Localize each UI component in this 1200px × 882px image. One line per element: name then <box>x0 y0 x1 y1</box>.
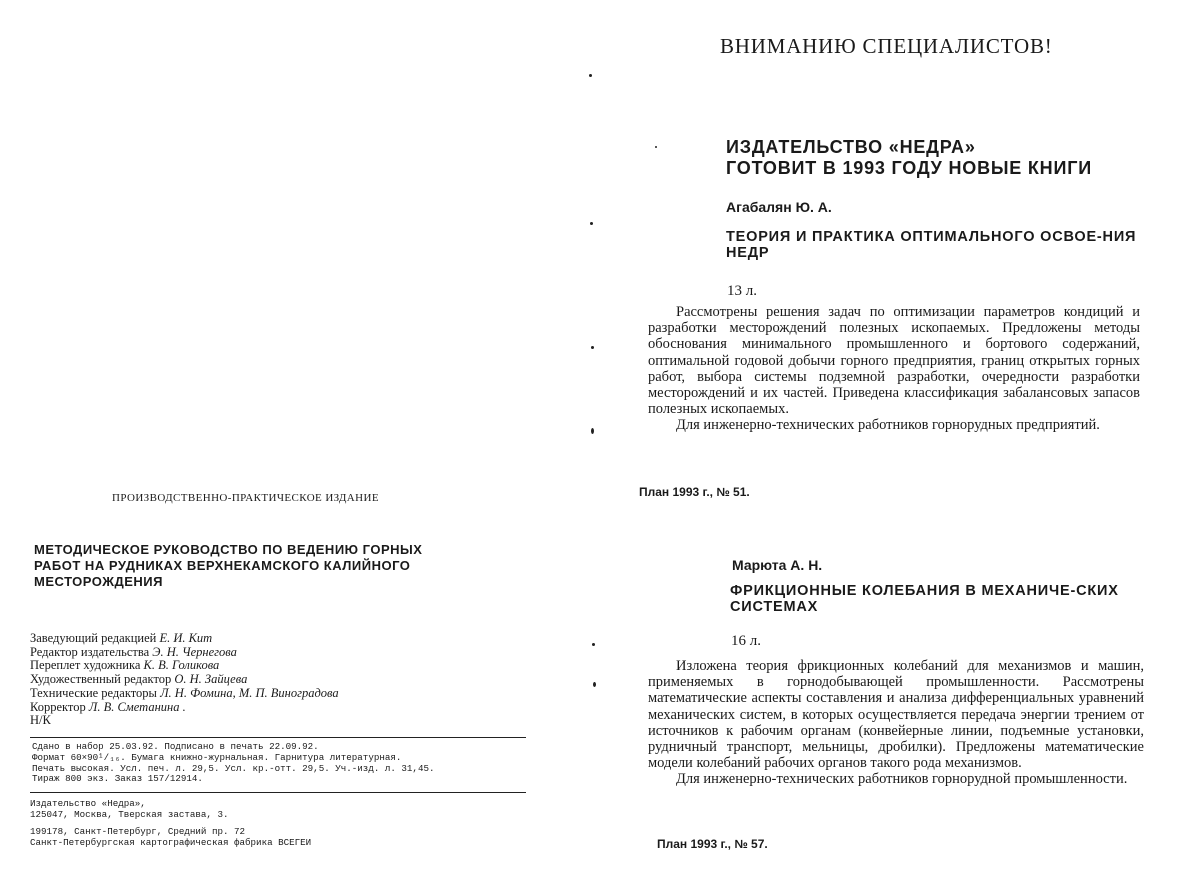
imprint-line: Сдано в набор 25.03.92. Подписано в печать 22.09.92. <box>32 741 319 752</box>
imprint-line: Формат 60×90¹/₁₆. Бумага книжно-журнальная. Гарнитура литературная. <box>32 751 402 763</box>
publisher-line: Издательство «Недра», <box>30 798 146 809</box>
book-pages: 16 л. <box>731 633 761 649</box>
scan-speck <box>592 643 595 646</box>
imprint-line: Тираж 800 экз. Заказ 157/12914. <box>32 773 203 785</box>
credit-line: Редактор издательства Э. Н. Чернегова <box>30 644 237 659</box>
edition-type: ПРОИЗВОДСТВЕННО-ПРАКТИЧЕСКОЕ ИЗДАНИЕ <box>112 492 379 504</box>
scan-speck <box>590 222 593 225</box>
announcement-heading <box>726 137 1092 179</box>
printer-line: Санкт-Петербургская картографическая фабрика ВСЕГЕИ <box>30 837 312 848</box>
credit-line: Корректор Л. В. Сметанина . <box>30 699 186 714</box>
annotation-paragraph: Рассмотрены решения задач по оптимизации параметров кондиций и разработки месторождений полезных ископаемых. Предложены методы обоснования минимального промышленного и бортового содержаний, оптимальной годовой добычи горного предприятия, границ открытых горных работ, выбора системы подземной разработки, очередности разработки месторождений и их частей. Приведена классификация забалансовых запасов полезных ископаемых. <box>648 304 1140 418</box>
divider-rule <box>30 737 526 738</box>
book-pages: 13 л. <box>727 283 757 299</box>
printer-block <box>30 826 470 848</box>
publisher-block <box>30 799 450 821</box>
printer-line: 199178, Санкт-Петербург, Средний пр. 72 <box>30 826 246 837</box>
credit-line: Технические редакторы Л. Н. Фомина, М. П. Виноградова <box>30 685 339 700</box>
credit-line: Художественный редактор О. Н. Зайцева <box>30 672 248 687</box>
scan-speck <box>591 346 594 349</box>
book-annotation <box>648 304 1140 434</box>
divider-rule <box>30 792 526 793</box>
book-author: Марюта А. Н. <box>732 557 823 573</box>
publisher-line: 125047, Москва, Тверская застава, 3. <box>30 808 229 820</box>
announcement-line: ИЗДАТЕЛЬСТВО «НЕДРА» <box>726 137 976 157</box>
credit-line: Переплет художника К. В. Голикова <box>30 658 220 673</box>
attention-heading: ВНИМАНИЮ СПЕЦИАЛИСТОВ! <box>720 34 1053 58</box>
scan-speck <box>655 146 657 148</box>
book-title-announce: ТЕОРИЯ И ПРАКТИКА ОПТИМАЛЬНОГО ОСВОЕ-НИЯ НЕДР <box>726 229 1137 261</box>
book-author: Агабалян Ю. А. <box>726 199 832 215</box>
book-title: МЕТОДИЧЕСКОЕ РУКОВОДСТВО ПО ВЕДЕНИЮ ГОРНЫХ РАБОТ НА РУДНИКАХ ВЕРХНЕКАМСКОГО КАЛИЙНОГО МЕСТОРОЖДЕНИЯ <box>34 542 423 589</box>
book-title-announce: ФРИКЦИОННЫЕ КОЛЕБАНИЯ В МЕХАНИЧЕ-СКИХ СИСТЕМАХ <box>730 583 1119 615</box>
plan-number: План 1993 г., № 51. <box>639 485 750 499</box>
credit-line: Заведующий редакцией Е. И. Кит <box>30 631 213 645</box>
book-annotation <box>648 658 1144 788</box>
announcement-line: ГОТОВИТ В 1993 ГОДУ НОВЫЕ КНИГИ <box>726 158 1092 178</box>
annotation-paragraph: Для инженерно-технических работников горнорудной промышленности. <box>676 771 1128 788</box>
credit-line: Н/К <box>30 713 51 728</box>
scan-speck <box>589 74 592 77</box>
imprint-line: Печать высокая. Усл. печ. л. 29,5. Усл. кр.-отт. 29,5. Уч.-изд. л. 31,45. <box>32 762 435 774</box>
imprint-block <box>32 742 522 785</box>
annotation-paragraph: Изложена теория фрикционных колебаний для механизмов и машин, применяемых в горнодобывающей промышленности. Рассмотрены математические аспекты составления и анализа дифференциальных уравнений механических систем, в которых осуществляется передача энергии трением от источников к рабочим органам (конвейерные линии, подъемные установки, рудничный транспорт, мельницы, дробилки). Предложены математические модели колебаний рабочих органов такого рода механизмов. <box>648 658 1144 772</box>
scan-speck <box>591 428 594 434</box>
scan-speck <box>593 682 596 687</box>
credits-block <box>30 632 450 728</box>
annotation-paragraph: Для инженерно-технических работников горнорудных предприятий. <box>676 417 1100 434</box>
plan-number: План 1993 г., № 57. <box>657 837 768 851</box>
